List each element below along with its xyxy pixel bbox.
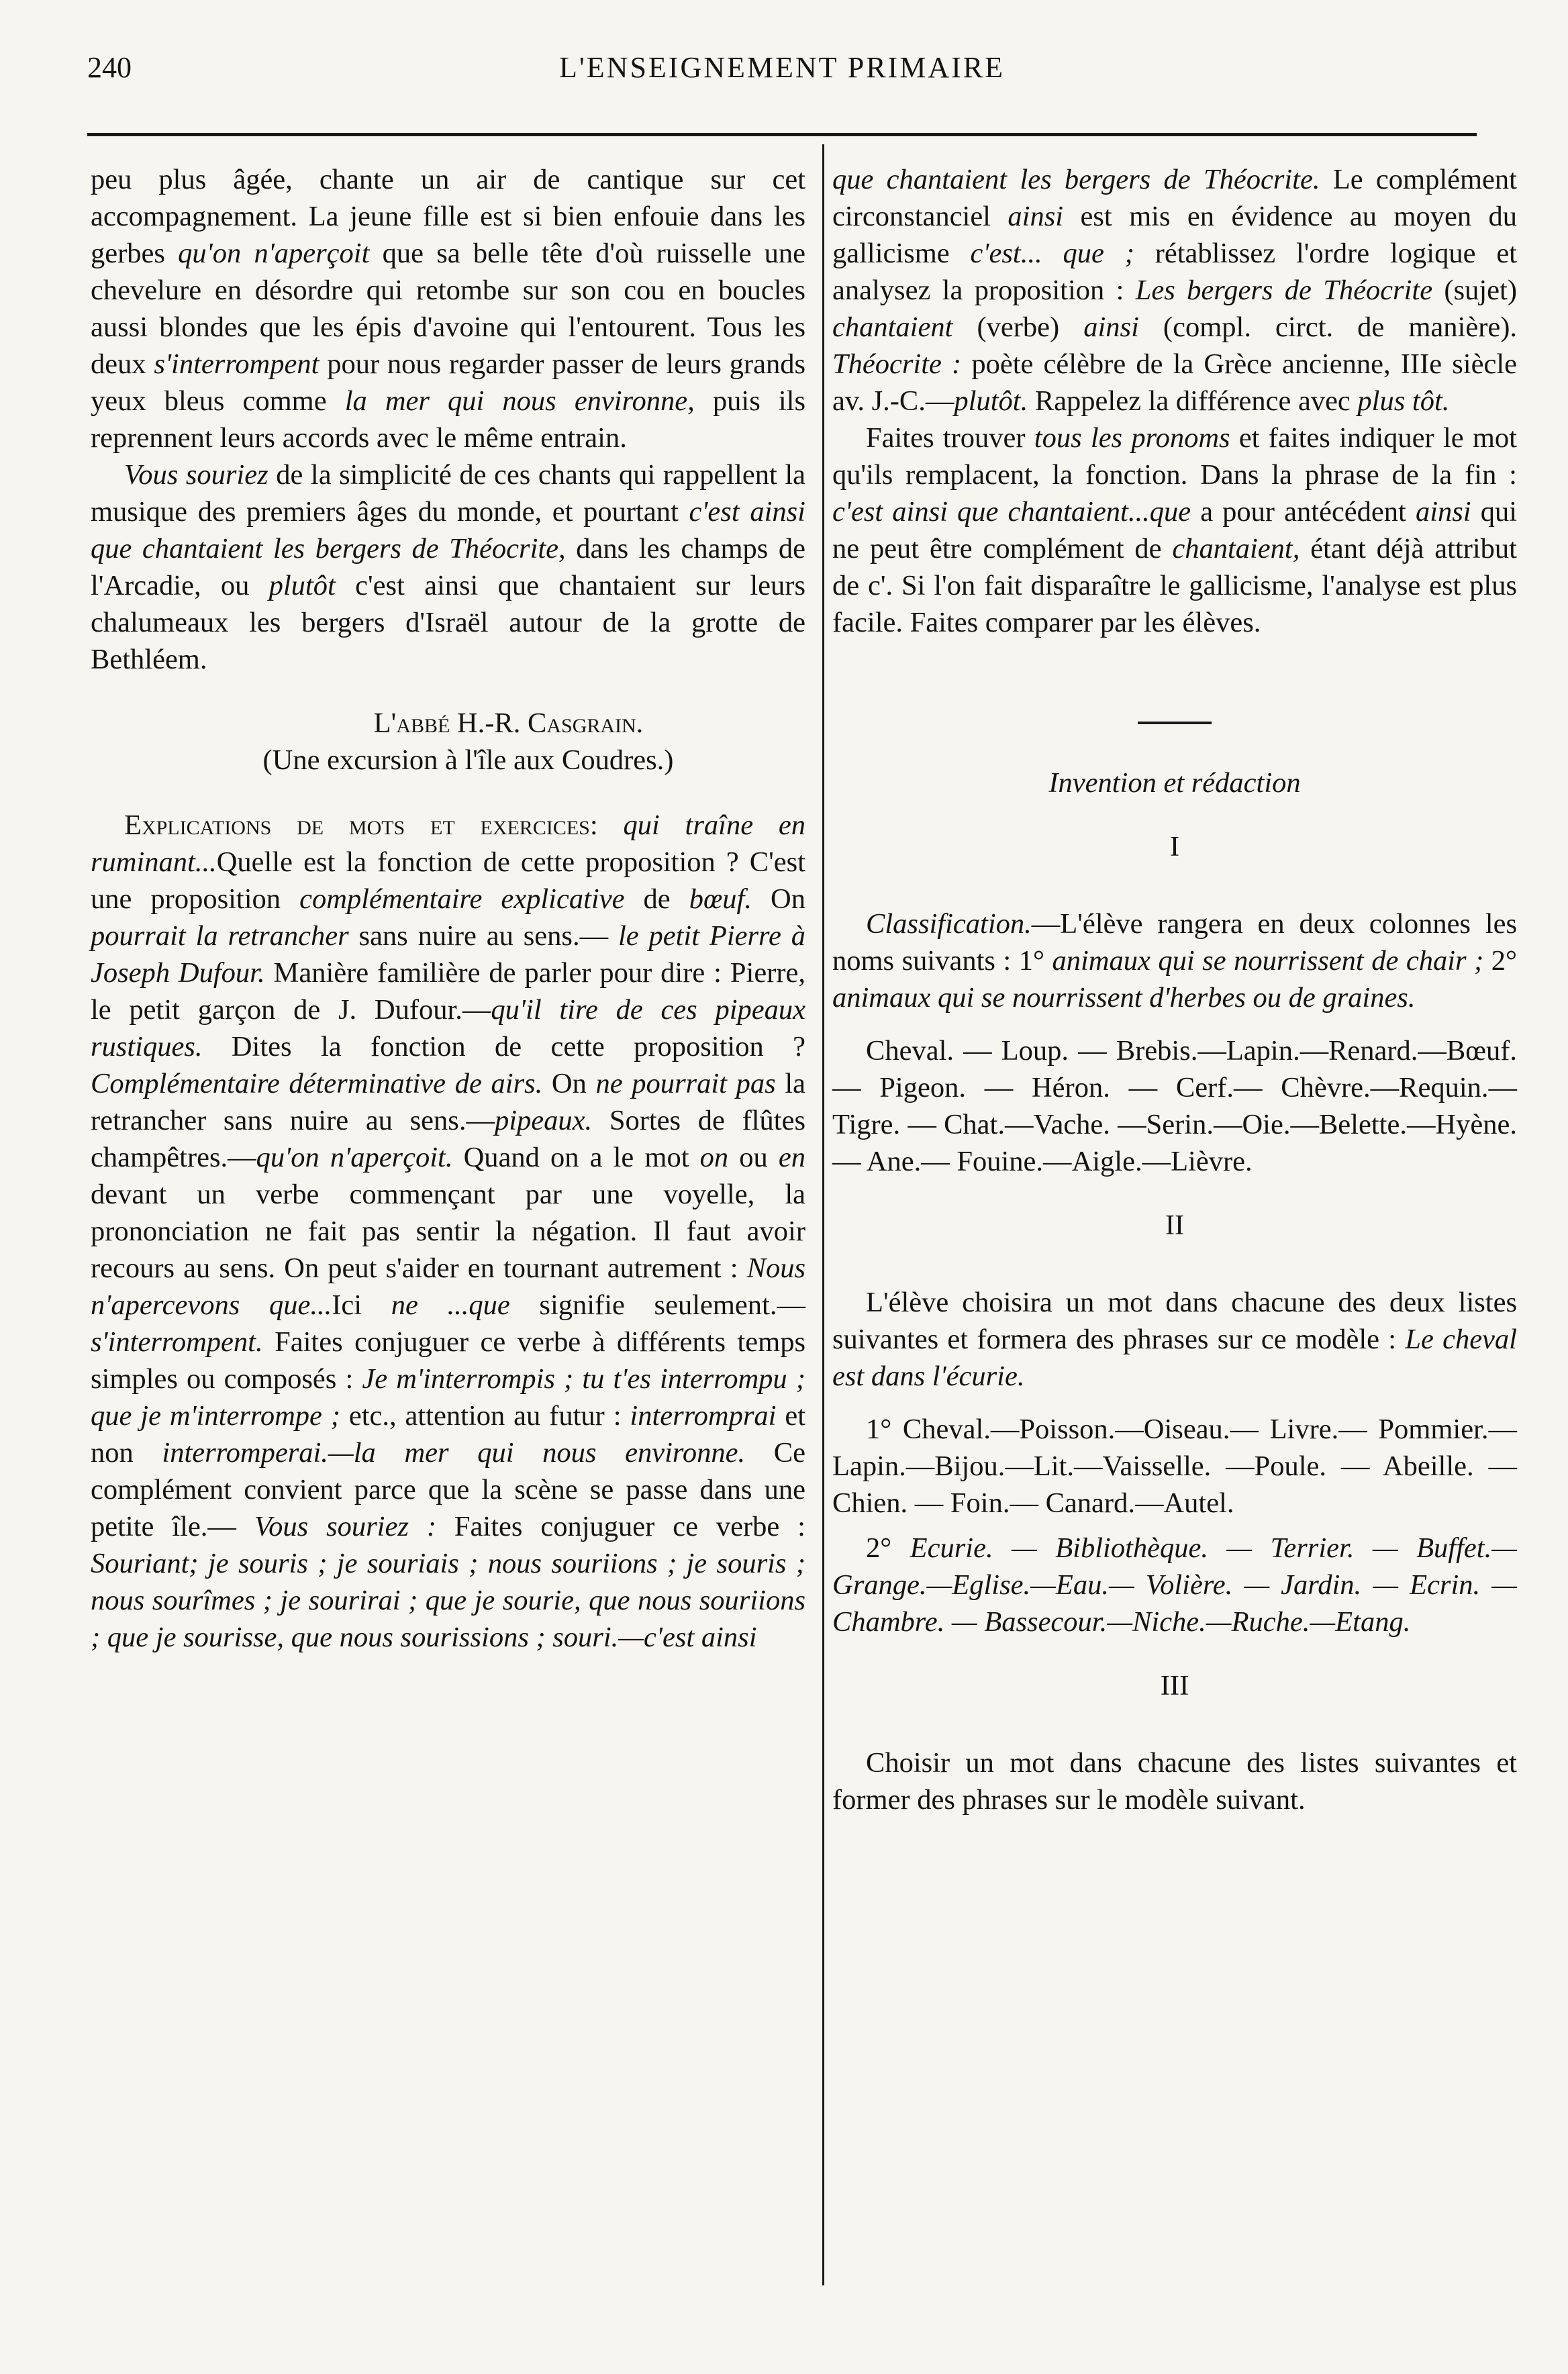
- author-signature: L'abbé H.-R. Casgrain.: [373, 707, 644, 739]
- right-column: [832, 161, 1517, 1818]
- animals-list: Cheval. — Loup. — Brebis.—Lapin.—Renard.—Bœuf.— Pigeon. — Héron. — Cerf.— Chèvre.—Requin.— Tigre. — Chat.—Vache. —Serin.—Oie.—Belette.—Hyène.— Ane.— Fouine.—Aigle.—Lièvre.: [832, 1035, 1517, 1177]
- exercise-numeral-1: I: [1169, 831, 1180, 862]
- header-rule: [87, 133, 1477, 136]
- word-list-2: 2° Ecurie. — Bibliothèque. — Terrier. — Buffet.—Grange.—Eglise.—Eau.— Volière. — Jardin. — Ecrin. — Chambre. — Bassecour.—Niche.—Ruche.—Etang.: [832, 1532, 1517, 1638]
- running-head: L'ENSEIGNEMENT PRIMAIRE: [559, 51, 1005, 84]
- source-citation: (Une excursion à l'île aux Coudres.): [262, 744, 674, 776]
- exercise-numeral-3: III: [1160, 1670, 1189, 1701]
- exercise-numeral-2: II: [1165, 1209, 1185, 1241]
- pronouns-paragraph: Faites trouver tous les pronoms et faites indiquer le mot qu'ils remplacent, la fonction. Dans la phrase de la fin : c'est ainsi que chantaient...que a pour antécédent ainsi qui ne peut être complément de chantaient, étant déjà attribut de c'. Si l'on fait disparaître le gallicisme, l'analyse est plus facile. Faites comparer par les élèves.: [832, 422, 1517, 638]
- section-title: Invention et rédaction: [1048, 767, 1301, 799]
- paragraph-continuation: peu plus âgée, chante un air de cantique sur cet accompagnement. La jeune fille est si bien enfouie dans les gerbes qu'on n'aperçoit que sa belle tête d'où ruisselle une chevelure en désordre qui retombe sur son cou en boucles aussi blondes que les épis d'avoine qui l'entourent. Tous les deux s'interrompent pour nous regarder passer de leurs grands yeux bleus comme la mer qui nous environne, puis ils reprennent leurs accords avec le même entrain.: [91, 164, 806, 454]
- explanations-heading: Explications de mots et exercices: [124, 809, 590, 841]
- page-header: [87, 50, 1477, 97]
- column-divider: [822, 144, 824, 2285]
- analysis-paragraph: que chantaient les bergers de Théocrite. Le complément circonstanciel ainsi est mis en évidence au moyen du gallicisme c'est... que ; rétablissez l'ordre logique et analysez la proposition : Les bergers de Théocrite (sujet) chantaient (verbe) ainsi (compl. circt. de manière). Théocrite : poète célèbre de la Grèce ancienne, IIIe siècle av. J.-C.—plutôt. Rappelez la différence avec plus tôt.: [832, 164, 1517, 417]
- classification-paragraph: Classification.—L'élève rangera en deux colonnes les noms suivants : 1° animaux qui se nourrissent de chair ; 2° animaux qui se nourrissent d'herbes ou de graines.: [832, 908, 1517, 1013]
- exercise-2-instructions: L'élève choisira un mot dans chacune des deux listes suivantes et formera des phrases sur ce modèle : Le cheval est dans l'écurie.: [832, 1287, 1517, 1392]
- exercise-3-instructions: Choisir un mot dans chacune des listes suivantes et former des phrases sur le modèle suivant.: [832, 1747, 1517, 1816]
- explanations-paragraph: Explications de mots et exercices: qui traîne en ruminant...Quelle est la fonction de cette proposition ? C'est une proposition complémentaire explicative de bœuf. On pourrait la retrancher sans nuire au sens.— le petit Pierre à Joseph Dufour. Manière familière de parler pour dire : Pierre, le petit garçon de J. Dufour.—qu'il tire de ces pipeaux rustiques. Dites la fonction de cette proposition ? Complémentaire déterminative de airs. On ne pourrait pas la retrancher sans nuire au sens.—pipeaux. Sortes de flûtes champêtres.—qu'on n'aperçoit. Quand on a le mot on ou en devant un verbe commençant par une voyelle, la prononciation ne fait pas sentir la négation. Il faut avoir recours au sens. On peut s'aider en tournant autrement : Nous n'apercevons que...Ici ne ...que signifie seulement.—s'interrompent. Faites conjuguer ce verbe à différents temps simples ou composés : Je m'interrompis ; tu t'es interrompu ; que je m'interrompe ; etc., attention au futur : interromprai et non interromperai.—la mer qui nous environne. Ce complément convient parce que la scène se passe dans une petite île.— Vous souriez : Faites conjuguer ce verbe : Souriant; je souris ; je souriais ; nous souriions ; je souris ; nous sourîmes ; je sourirai ; que je sourie, que nous souriions ; que je sourisse, que nous sourissions ; souri.—c'est ainsi: [91, 809, 806, 1653]
- left-column: [91, 161, 805, 1656]
- section-rule: [1138, 722, 1212, 724]
- paragraph-vous-souriez: Vous souriez de la simplicité de ces chants qui rappellent la musique des premiers âges du monde, et pourtant c'est ainsi que chantaient les bergers de Théocrite, dans les champs de l'Arcadie, ou plutôt c'est ainsi que chantaient sur leurs chalumeaux les bergers d'Israël autour de la grotte de Bethléem.: [91, 459, 805, 675]
- word-list-1: 1° Cheval.—Poisson.—Oiseau.— Livre.— Pommier.—Lapin.—Bijou.—Lit.—Vaisselle. —Poule. — Abeille. — Chien. — Foin.— Canard.—Autel.: [832, 1414, 1517, 1519]
- page-number: 240: [87, 51, 132, 84]
